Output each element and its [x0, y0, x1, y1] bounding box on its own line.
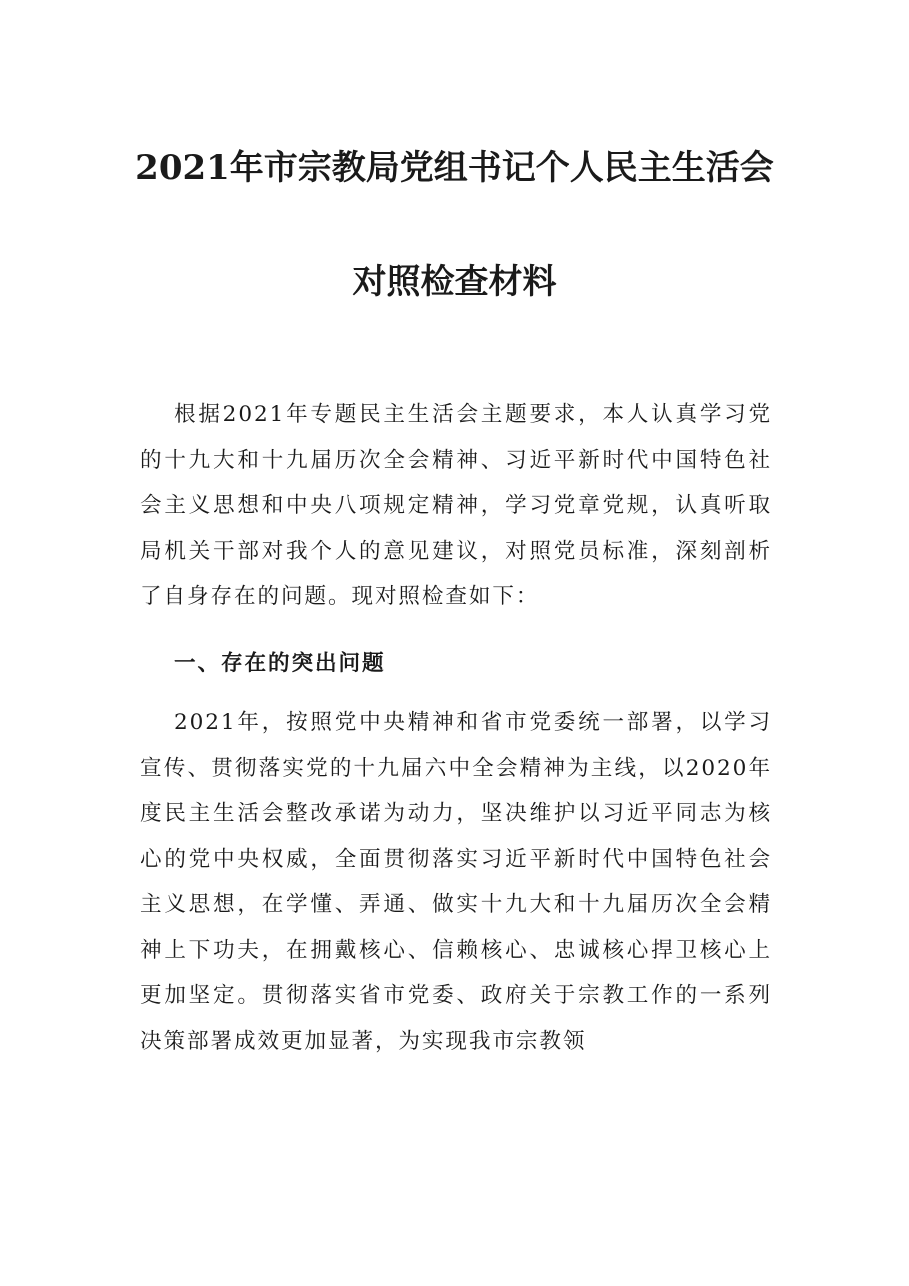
body-paragraph: 2021年，按照党中央精神和省市党委统一部署，以学习宣传、贯彻落实党的十九届六中全会精神为主线，以2020年度民主生活会整改承诺为动力，坚决维护以习近平同志为核心的党中央权威，全面贯彻落实习近平新时代中国特色社会主义思想，在学懂、弄通、做实十九大和十九届历次全会精神上下功夫，在拥戴核心、信赖核心、忠诚核心捍卫核心上更加坚定。贯彻落实省市党委、政府关于宗教工作的一系列决策部署成效更加显著，为实现我市宗教领 [140, 710, 772, 1054]
intro-paragraph: 根据2021年专题民主生活会主题要求，本人认真学习党的十九大和十九届历次全会精神、习近平新时代中国特色社会主义思想和中央八项规定精神，学习党章党规，认真听取局机关干部对我个人的意见建议，对照党员标准，深刻剖析了自身存在的问题。现对照检查如下： [140, 402, 772, 609]
document-title-line-1: 2021年市宗教局党组书记个人民主生活会 [135, 148, 774, 188]
section-heading: 一、存在的突出问题 [174, 651, 386, 676]
document-title-line-2: 对照检查材料 [352, 262, 557, 302]
